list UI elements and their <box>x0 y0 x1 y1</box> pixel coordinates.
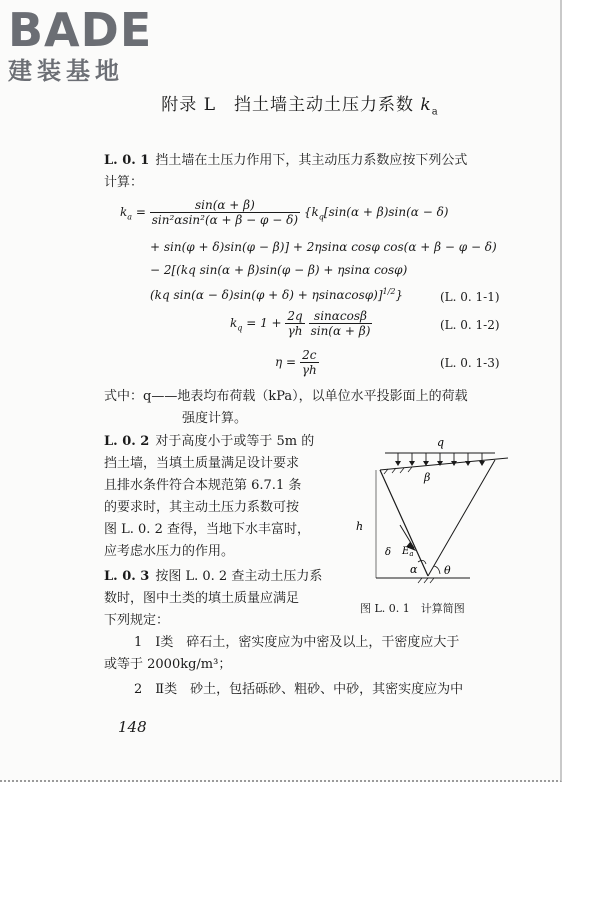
eta-lhs: η = <box>275 355 300 369</box>
ka-symbol-sub: a <box>127 212 133 222</box>
figure-label-q: q <box>437 436 445 449</box>
clause-l02-line-1 <box>104 431 314 453</box>
clause-l02-line-3: 且排水条件符合本规范第 6.7.1 条 <box>104 478 302 493</box>
equation-number-1: (L. 0. 1-1) <box>440 290 500 304</box>
clause-l02-line-2: 挡土墙，当填土质量满足设计要求 <box>104 456 300 471</box>
figure-label-delta: δ <box>385 547 392 558</box>
clause-l01 <box>104 150 524 172</box>
page-number: 148 <box>118 718 147 736</box>
figure-calculation-diagram <box>340 430 510 590</box>
eta-num: 2c <box>300 348 319 363</box>
clause-l03-line-3: 下列规定： <box>104 613 170 628</box>
figure-slip-plane <box>428 460 495 576</box>
kq-equals: = 1 + <box>242 316 286 330</box>
ka-line4-close: } <box>395 288 404 302</box>
clause-l02-line-6: 应考虑水压力的作用。 <box>104 544 235 559</box>
clause-l03-line-1 <box>104 566 322 588</box>
clause-l02-line-4: 的要求时，其主动土压力系数可按 <box>104 500 300 515</box>
clause-l02-number: L. 0. 2 <box>104 434 150 449</box>
logo-brand: BADE <box>8 3 153 57</box>
formula-ka-line3: − 2[(kq sin(α + β)sin(φ − β) + ηsinα cosφ) <box>150 263 408 277</box>
kq-num-1: 2q <box>287 309 303 323</box>
ka-line1-rest: [sin(α + β)sin(α − δ) <box>323 205 449 219</box>
bade-logo <box>8 3 178 86</box>
figure-label-theta: θ <box>444 564 451 577</box>
clause-l03-text-1: 按图 L. 0. 2 查主动土压力系 <box>155 569 323 584</box>
kq-den-1: γh <box>287 324 303 338</box>
clause-l02-text-1: 对于高度小于或等于 5m 的 <box>155 434 315 449</box>
figure-caption: 图 L. 0. 1 计算简图 <box>360 602 465 615</box>
figure-label-alpha: α <box>410 563 418 576</box>
equation-number-2: (L. 0. 1-2) <box>440 318 500 332</box>
list-item-2-line-1: 2 Ⅱ类 砂土，包括砾砂、粗砂、中砂，其密实度应为中 <box>134 682 464 697</box>
figure-label-h: h <box>356 520 364 533</box>
clause-l01-line2: 计算： <box>104 175 144 190</box>
clause-l01-number: L. 0. 1 <box>104 153 150 168</box>
figure-label-ea-sub: a <box>409 550 414 558</box>
kq-den-2: sin(α + β) <box>310 324 371 338</box>
equation-number-3: (L. 0. 1-3) <box>440 356 500 370</box>
title-symbol-sub: a <box>431 106 439 118</box>
logo-subtitle: 建装基地 <box>8 57 124 85</box>
where-line-1: 式中：q——地表均布荷载（kPa），以单位水平投影面上的荷载 <box>104 389 468 404</box>
eta-den: γh <box>301 363 317 377</box>
ka-line1-sub: q <box>318 212 324 222</box>
kq-symbol-sub: q <box>237 323 243 333</box>
clause-l03-line-2: 数时，图中土类的填土质量应满足 <box>104 591 300 606</box>
ka-line4-exponent: 1/2 <box>382 287 396 296</box>
formula-kq <box>230 309 372 338</box>
title-symbol: k <box>420 95 432 115</box>
ka-denominator: sin²αsin²(α + β − φ − δ) <box>151 213 299 227</box>
formula-ka-line4 <box>150 287 403 302</box>
figure-label-ea-main: E <box>402 546 410 557</box>
figure-base-hatch <box>418 578 434 583</box>
kq-num-2: sinαcosβ <box>309 309 373 324</box>
title-prefix: 附录 L 挡土墙主动土压力系数 <box>161 95 421 115</box>
list-item-1-line-1: 1 Ⅰ类 碎石土，密实度应为中密及以上，干密度应大于 <box>134 635 460 650</box>
kq-fraction-1 <box>285 309 304 338</box>
formula-ka-head: $k_a$ = $\frac{\sin(\alpha + \beta)}{\text{sin²αsin²(α + β − φ − δ)}}$ {$k_q[\sin(\alpha + \beta)\sin(\alpha - \delta)$ <box>120 198 449 227</box>
ka-symbol: k <box>120 205 128 219</box>
kq-fraction-2 <box>309 309 373 338</box>
clause-l01-text-1: 挡土墙在土压力作用下，其主动压力系数应按下列公式 <box>155 153 468 168</box>
formula-ka-line2: + sin(φ + δ)sin(φ − β)] + 2ηsinα cosφ cos(α + β − φ − δ) <box>150 240 497 254</box>
list-item-1-line-2: 或等于 2000kg/m³； <box>104 657 232 672</box>
eta-fraction <box>300 348 319 377</box>
figure-wall-back <box>380 470 431 576</box>
clause-l03-number: L. 0. 3 <box>104 569 150 584</box>
clause-l02-line-5: 图 L. 0. 2 查得，当地下水丰富时， <box>104 522 310 537</box>
figure-label-beta: β <box>424 471 431 484</box>
ka-line1-brace: {k <box>303 205 319 219</box>
ka-line4-body: (kq sin(α − δ)sin(φ + δ) + ηsinαcosφ)] <box>150 288 383 302</box>
figure-backfill-surface <box>380 458 508 470</box>
page-title <box>0 90 600 117</box>
where-line-2: 强度计算。 <box>182 411 248 426</box>
kq-symbol: k <box>230 316 238 330</box>
formula-eta <box>275 348 319 377</box>
ka-numerator: sin(α + β) <box>150 198 300 213</box>
ka-fraction <box>150 198 300 227</box>
figure-theta-arc <box>434 566 440 574</box>
